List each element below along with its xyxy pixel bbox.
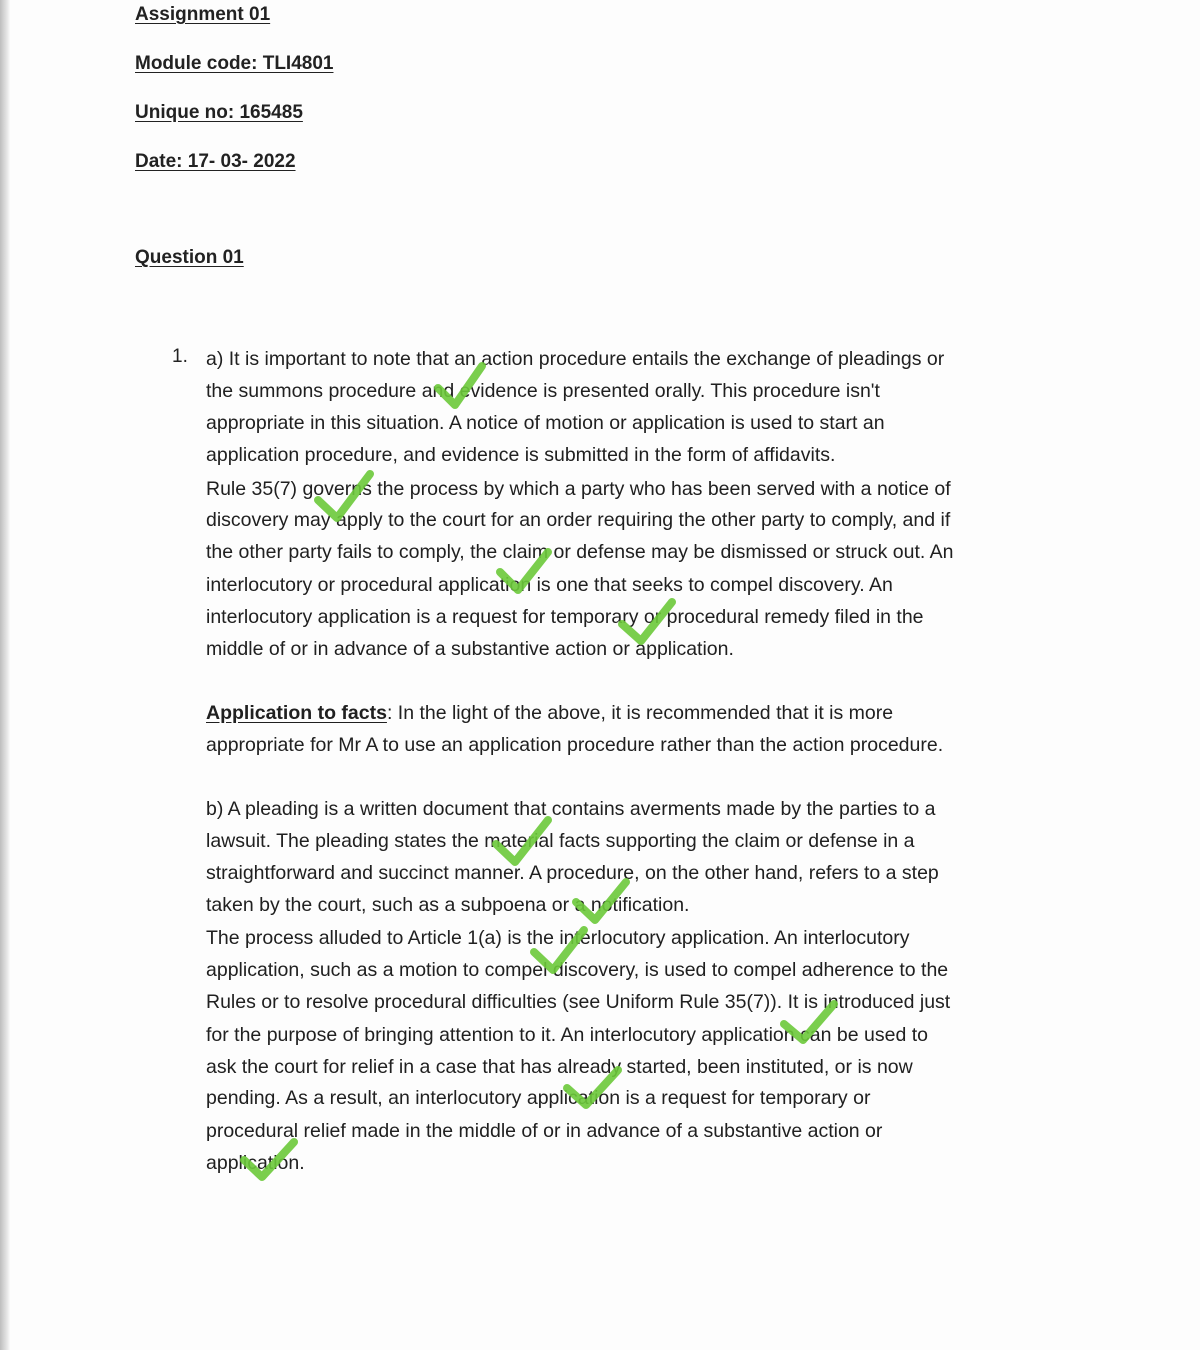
part-a-line: Rule 35(7) governs the process by which a party who has been served with a notice of [206, 478, 951, 500]
part-b-line: ask the court for relief in a case that has already started, been instituted, or is now [206, 1056, 913, 1078]
part-a-line: a) It is important to note that an action procedure entails the exchange of pleadings or [206, 348, 945, 370]
submission-date: Date: 17- 03- 2022 [135, 151, 296, 172]
part-b-line: Rules or to resolve procedural difficulties (see Uniform Rule 35(7)). It is introduced just [206, 991, 951, 1013]
part-b-line: The process alluded to Article 1(a) is the interlocutory application. An interlocutory [206, 927, 910, 949]
application-to-facts-text: : In the light of the above, it is recommended that it is more [386, 702, 894, 724]
part-b-line: application, such as a motion to compel discovery, is used to compel adherence to the [206, 959, 949, 981]
part-a-line: interlocutory application is a request for temporary or procedural remedy filed in the [206, 606, 924, 628]
assignment-title: Assignment 01 [135, 4, 271, 25]
page-edge-shadow [0, 0, 10, 1350]
part-a-line: interlocutory or procedural application is one that seeks to compel discovery. An [206, 574, 893, 596]
part-b-line: for the purpose of bringing attention to it. An interlocutory application can be used to [206, 1024, 928, 1046]
part-b-line: taken by the court, such as a subpoena or a notification. [206, 894, 690, 916]
unique-number: Unique no: 165485 [135, 102, 303, 123]
module-code: Module code: TLI4801 [135, 53, 334, 74]
question-heading: Question 01 [135, 247, 244, 268]
part-b-line: procedural relief made in the middle of or in advance of a substantive action or [206, 1120, 883, 1142]
part-a-line: appropriate in this situation. A notice of motion or application is used to start an [206, 412, 885, 434]
application-to-facts-line [206, 700, 893, 726]
list-number: 1. [172, 346, 188, 367]
part-a-line: the other party fails to comply, the claim or defense may be dismissed or struck out. An [206, 541, 954, 563]
part-b-line: application. [206, 1152, 305, 1174]
part-b-line: straightforward and succinct manner. A procedure, on the other hand, refers to a step [206, 862, 939, 884]
part-a-line: the summons procedure and evidence is presented orally. This procedure isn't [206, 380, 880, 402]
application-to-facts-line: appropriate for Mr A to use an application procedure rather than the action procedure. [206, 734, 944, 756]
part-a-line: application procedure, and evidence is submitted in the form of affidavits. [206, 444, 836, 466]
part-b-line: pending. As a result, an interlocutory application is a request for temporary or [206, 1087, 871, 1109]
part-a-line: discovery may apply to the court for an order requiring the other party to comply, and if [206, 509, 951, 531]
application-to-facts-heading: Application to facts [206, 702, 387, 724]
part-b-line: b) A pleading is a written document that contains averments made by the parties to a [206, 798, 936, 820]
part-a-line: middle of or in advance of a substantive action or application. [206, 638, 734, 660]
part-b-line: lawsuit. The pleading states the material facts supporting the claim or defense in a [206, 830, 915, 852]
